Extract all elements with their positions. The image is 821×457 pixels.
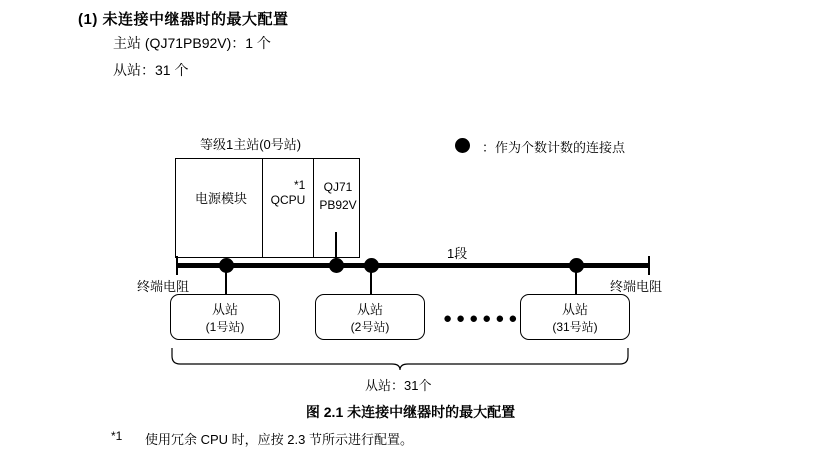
qj71-label-line1: QJ71: [323, 180, 353, 194]
figure-caption: 图 2.1 未连接中继器时的最大配置: [305, 404, 516, 420]
slave-node-label: 从站: [356, 302, 383, 317]
master-count-line: 主站 (QJ71PB92V)：1 个: [113, 35, 271, 51]
slave-node-number: (31号站): [552, 319, 598, 334]
slave-count-line: 从站：31 个: [113, 62, 189, 78]
footnote-marker: *1: [111, 429, 123, 443]
left-terminator-tick: [176, 256, 178, 275]
slave-node-box: [315, 294, 425, 340]
footnote-marker-diagram: *1: [294, 178, 306, 192]
slave-group-label: 从站：31个: [365, 378, 432, 393]
power-module-label: 电源模块: [194, 191, 247, 206]
left-terminator-label: 终端电阻: [137, 279, 190, 294]
right-terminator-tick: [648, 256, 650, 275]
filled-circle-icon: [455, 138, 470, 153]
connection-point-dot: [329, 258, 344, 273]
segment-label: 1段: [447, 246, 468, 261]
master-box-divider-1: [262, 158, 263, 258]
master-unit-caption: 等级1主站(0号站): [200, 137, 302, 152]
legend-label: ：作为个数计数的连接点: [482, 140, 626, 155]
slave-drop-line: [225, 266, 227, 294]
slave-group-brace: [170, 348, 630, 370]
section-heading: (1) 未连接中继器时的最大配置: [78, 11, 289, 28]
slave-node-number: (1号站): [205, 319, 245, 334]
footnote-text: 使用冗余 CPU 时，应按 2.3 节所示进行配置。: [145, 432, 413, 447]
slave-node-box: [170, 294, 280, 340]
qcpu-label: QCPU: [270, 193, 306, 207]
qj71-label-line2: PB92V: [319, 198, 357, 212]
slave-drop-line: [370, 266, 372, 294]
master-box-divider-2: [313, 158, 314, 258]
ellipsis-dots: ●●●●●●: [443, 310, 522, 327]
slave-node-label: 从站: [211, 302, 238, 317]
slave-node-number: (2号站): [350, 319, 390, 334]
right-terminator-label: 终端电阻: [610, 279, 663, 294]
slave-node-box: [520, 294, 630, 340]
slave-node-label: 从站: [561, 302, 588, 317]
slave-drop-line: [575, 266, 577, 294]
